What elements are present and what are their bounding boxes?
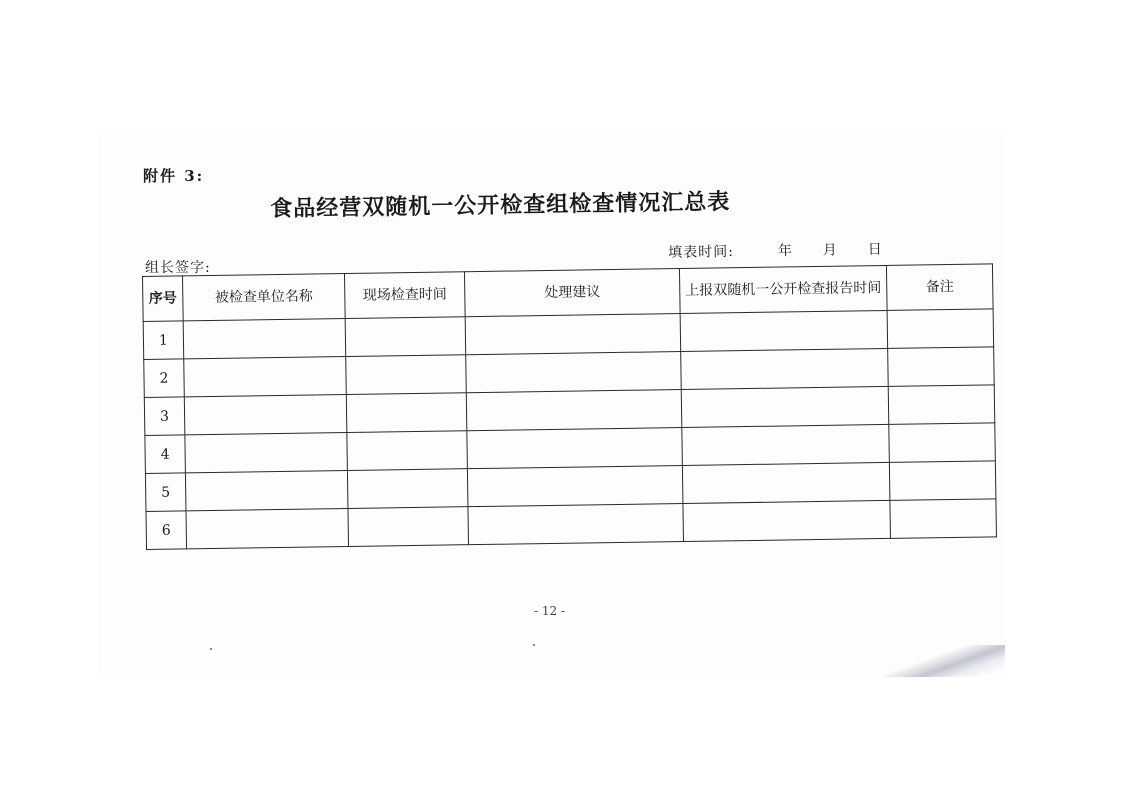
cell-inspection-time[interactable] bbox=[346, 393, 467, 433]
cell-unit-name[interactable] bbox=[185, 470, 348, 510]
cell-handling-suggestion[interactable] bbox=[467, 428, 683, 469]
row-index: 3 bbox=[144, 397, 185, 436]
cell-unit-name[interactable] bbox=[184, 356, 347, 396]
cell-inspection-time[interactable] bbox=[345, 317, 466, 357]
cell-handling-suggestion[interactable] bbox=[466, 390, 682, 431]
scan-speck bbox=[210, 648, 212, 650]
row-index: 5 bbox=[145, 473, 186, 512]
row-index: 1 bbox=[143, 321, 184, 360]
cell-unit-name[interactable] bbox=[186, 508, 349, 548]
cell-handling-suggestion[interactable] bbox=[468, 504, 684, 545]
row-index: 6 bbox=[146, 511, 187, 550]
cell-report-time[interactable] bbox=[681, 348, 889, 389]
cell-remarks[interactable] bbox=[890, 499, 997, 539]
page-number: - 12 - bbox=[534, 604, 566, 618]
cell-remarks[interactable] bbox=[888, 385, 995, 425]
header-inspection-time: 现场检查时间 bbox=[344, 272, 465, 319]
leader-signature-label: 组长签字: bbox=[145, 260, 211, 276]
fill-date-line bbox=[668, 239, 883, 262]
cell-inspection-time[interactable] bbox=[346, 355, 467, 395]
cell-remarks[interactable] bbox=[889, 423, 996, 463]
row-index: 2 bbox=[144, 359, 185, 398]
cell-handling-suggestion[interactable] bbox=[467, 466, 683, 507]
cell-remarks[interactable] bbox=[889, 461, 996, 501]
cell-report-time[interactable] bbox=[680, 310, 888, 351]
cell-handling-suggestion[interactable] bbox=[465, 314, 681, 355]
header-unit-name: 被检查单位名称 bbox=[183, 273, 346, 320]
header-remarks: 备注 bbox=[886, 264, 993, 311]
cell-unit-name[interactable] bbox=[184, 394, 347, 434]
header-report-time: 上报双随机一公开检查报告时间 bbox=[679, 265, 887, 313]
document-title: 食品经营双随机一公开检查组检查情况汇总表 bbox=[270, 188, 731, 222]
row-index: 4 bbox=[145, 435, 186, 474]
fill-date-label: 填表时间: bbox=[668, 243, 735, 261]
page-edge-shadow bbox=[880, 645, 1005, 677]
cell-report-time[interactable] bbox=[682, 462, 890, 503]
cell-inspection-time[interactable] bbox=[347, 431, 468, 471]
cell-report-time[interactable] bbox=[682, 424, 890, 465]
cell-remarks[interactable] bbox=[888, 347, 995, 387]
summary-table-wrapper bbox=[142, 263, 996, 550]
cell-unit-name[interactable] bbox=[185, 432, 348, 472]
header-index: 序号 bbox=[143, 276, 184, 322]
cell-report-time[interactable] bbox=[681, 386, 889, 427]
cell-unit-name[interactable] bbox=[183, 318, 346, 358]
cell-remarks[interactable] bbox=[887, 309, 994, 349]
fill-date-day: 日 bbox=[867, 241, 883, 258]
header-handling-suggestion: 处理建议 bbox=[464, 269, 680, 317]
fill-date-year: 年 bbox=[777, 243, 794, 260]
cell-inspection-time[interactable] bbox=[348, 507, 469, 547]
scan-speck bbox=[533, 644, 535, 646]
cell-handling-suggestion[interactable] bbox=[466, 352, 682, 393]
fill-date-month: 月 bbox=[822, 242, 838, 259]
cell-report-time[interactable] bbox=[683, 500, 891, 541]
cell-inspection-time[interactable] bbox=[347, 469, 468, 509]
attachment-label: 附件 3: bbox=[143, 167, 205, 185]
summary-table bbox=[142, 263, 997, 550]
